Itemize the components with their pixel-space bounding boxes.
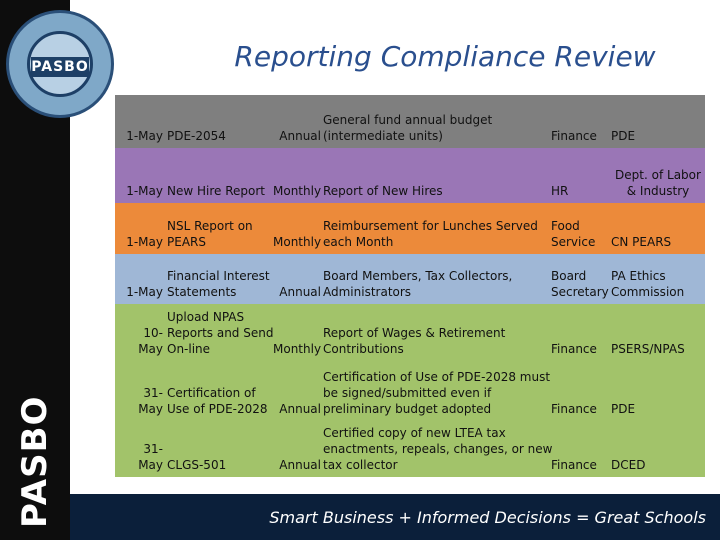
row-agency: PSERS/NPAS	[611, 342, 685, 356]
row-agency: PDE	[611, 402, 636, 416]
row-department: Finance	[551, 129, 597, 143]
table-row	[115, 148, 705, 203]
table-row	[115, 304, 705, 361]
table-row	[115, 203, 705, 254]
row-report: Financial Interest Statements	[167, 269, 270, 299]
row-description: Reimbursement for Lunches Served each Month	[323, 219, 538, 249]
row-description: Certified copy of new LTEA tax enactments, repeals, changes, or new tax collector	[323, 426, 553, 472]
row-report: PDE-2054	[167, 129, 226, 143]
table-row	[115, 421, 705, 477]
row-frequency: Annual	[279, 458, 321, 472]
row-date: 1-May	[126, 184, 163, 198]
row-department: Finance	[551, 342, 597, 356]
row-frequency: Annual	[279, 285, 321, 299]
row-report: Upload NPAS Reports and Send On-line	[167, 310, 274, 356]
row-agency: Dept. of Labor & Industry	[615, 168, 701, 198]
row-date: 1-May	[126, 129, 163, 143]
row-date: 1-May	[126, 235, 163, 249]
pasbo-seal-logo	[6, 10, 114, 118]
table-row	[115, 361, 705, 421]
table-row	[115, 95, 705, 148]
row-description: Board Members, Tax Collectors, Administrators	[323, 269, 513, 299]
row-agency: PDE	[611, 129, 636, 143]
row-agency: PA Ethics Commission	[611, 269, 685, 299]
row-frequency: Monthly	[273, 342, 322, 356]
row-report: New Hire Report	[167, 184, 265, 198]
row-report: Certification of Use of PDE-2028	[167, 386, 268, 416]
row-date: 31-May	[138, 386, 163, 416]
row-department: Food Service	[551, 219, 596, 249]
row-agency: DCED	[611, 458, 646, 472]
row-description: General fund annual budget (intermediate units)	[323, 113, 493, 143]
row-description: Report of New Hires	[323, 184, 443, 198]
row-department: HR	[551, 184, 569, 198]
compliance-table	[115, 95, 705, 477]
footer-banner	[70, 494, 720, 540]
row-agency: CN PEARS	[611, 235, 672, 249]
row-frequency: Monthly	[273, 235, 322, 249]
row-report: NSL Report on PEARS	[167, 219, 253, 249]
row-frequency: Monthly	[273, 184, 322, 198]
row-description: Certification of Use of PDE-2028 must be signed/submitted even if preliminary budget adopted	[323, 370, 551, 416]
row-department: Finance	[551, 458, 597, 472]
table-row	[115, 254, 705, 304]
row-frequency: Annual	[279, 129, 321, 143]
seal-mark: PASBO	[31, 59, 89, 75]
footer-tagline: Smart Business + Informed Decisions = Great Schools	[269, 508, 706, 527]
row-date: 1-May	[126, 285, 163, 299]
row-date: 31-May	[138, 442, 163, 472]
row-description: Report of Wages & Retirement Contributions	[323, 326, 506, 356]
row-date: 10-May	[138, 326, 163, 356]
row-department: Finance	[551, 402, 597, 416]
sidebar-vertical-text: PASBO	[15, 395, 55, 528]
row-report: CLGS-501	[167, 458, 227, 472]
row-frequency: Annual	[279, 402, 321, 416]
row-department: Board Secretary	[551, 269, 609, 299]
page-title: Reporting Compliance Review	[234, 40, 656, 73]
